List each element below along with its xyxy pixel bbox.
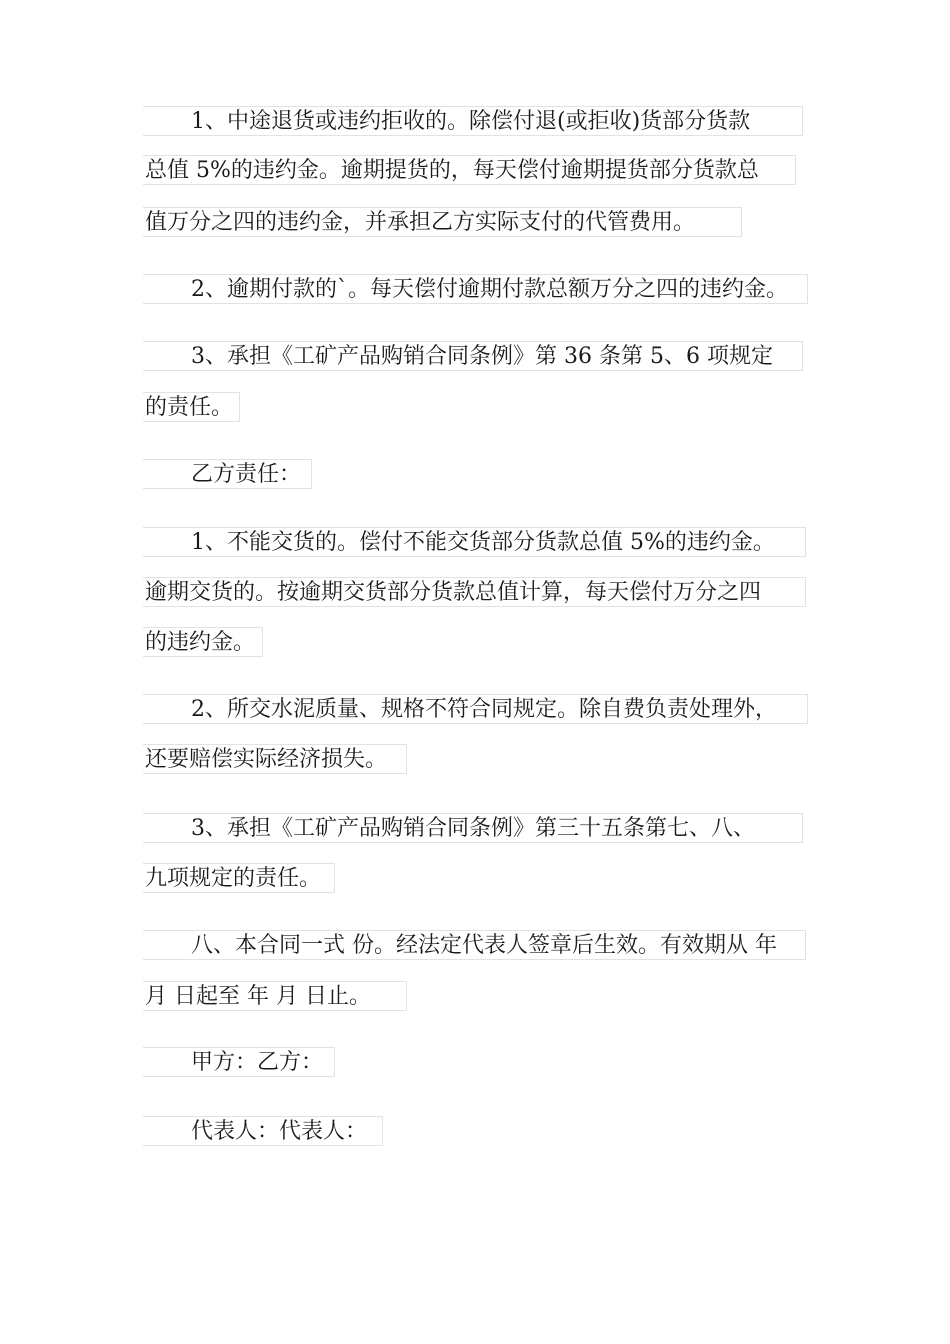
text-line: 逾期交货的。按逾期交货部分货款总值计算，每天偿付万分之四 <box>143 577 806 607</box>
text-line: 3、承担《工矿产品购销合同条例》第 36 条第 5、6 项规定 <box>143 341 803 371</box>
text-line: 月 日起至 年 月 日止。 <box>143 981 407 1011</box>
text-line: 还要赔偿实际经济损失。 <box>143 744 407 774</box>
text-line: 八、本合同一式 份。经法定代表人签章后生效。有效期从 年 <box>143 930 806 960</box>
signature-representative-line: 代表人：代表人： <box>143 1116 383 1146</box>
text-line: 1、不能交货的。偿付不能交货部分货款总值 5%的违约金。 <box>143 527 806 557</box>
text-line: 的责任。 <box>143 392 240 422</box>
signature-party-line: 甲方：乙方： <box>143 1047 335 1077</box>
text-line: 1、中途退货或违约拒收的。除偿付退(或拒收)货部分货款 <box>143 106 803 136</box>
section-heading: 乙方责任： <box>143 459 312 489</box>
text-line: 的违约金。 <box>143 627 263 657</box>
text-line: 九项规定的责任。 <box>143 863 335 893</box>
text-line: 2、逾期付款的`。每天偿付逾期付款总额万分之四的违约金。 <box>143 274 808 304</box>
text-line: 总值 5%的违约金。逾期提货的，每天偿付逾期提货部分货款总 <box>143 155 796 185</box>
text-line: 值万分之四的违约金，并承担乙方实际支付的代管费用。 <box>143 207 742 237</box>
text-line: 2、所交水泥质量、规格不符合同规定。除自费负责处理外， <box>143 694 808 724</box>
text-line: 3、承担《工矿产品购销合同条例》第三十五条第七、八、 <box>143 813 803 843</box>
